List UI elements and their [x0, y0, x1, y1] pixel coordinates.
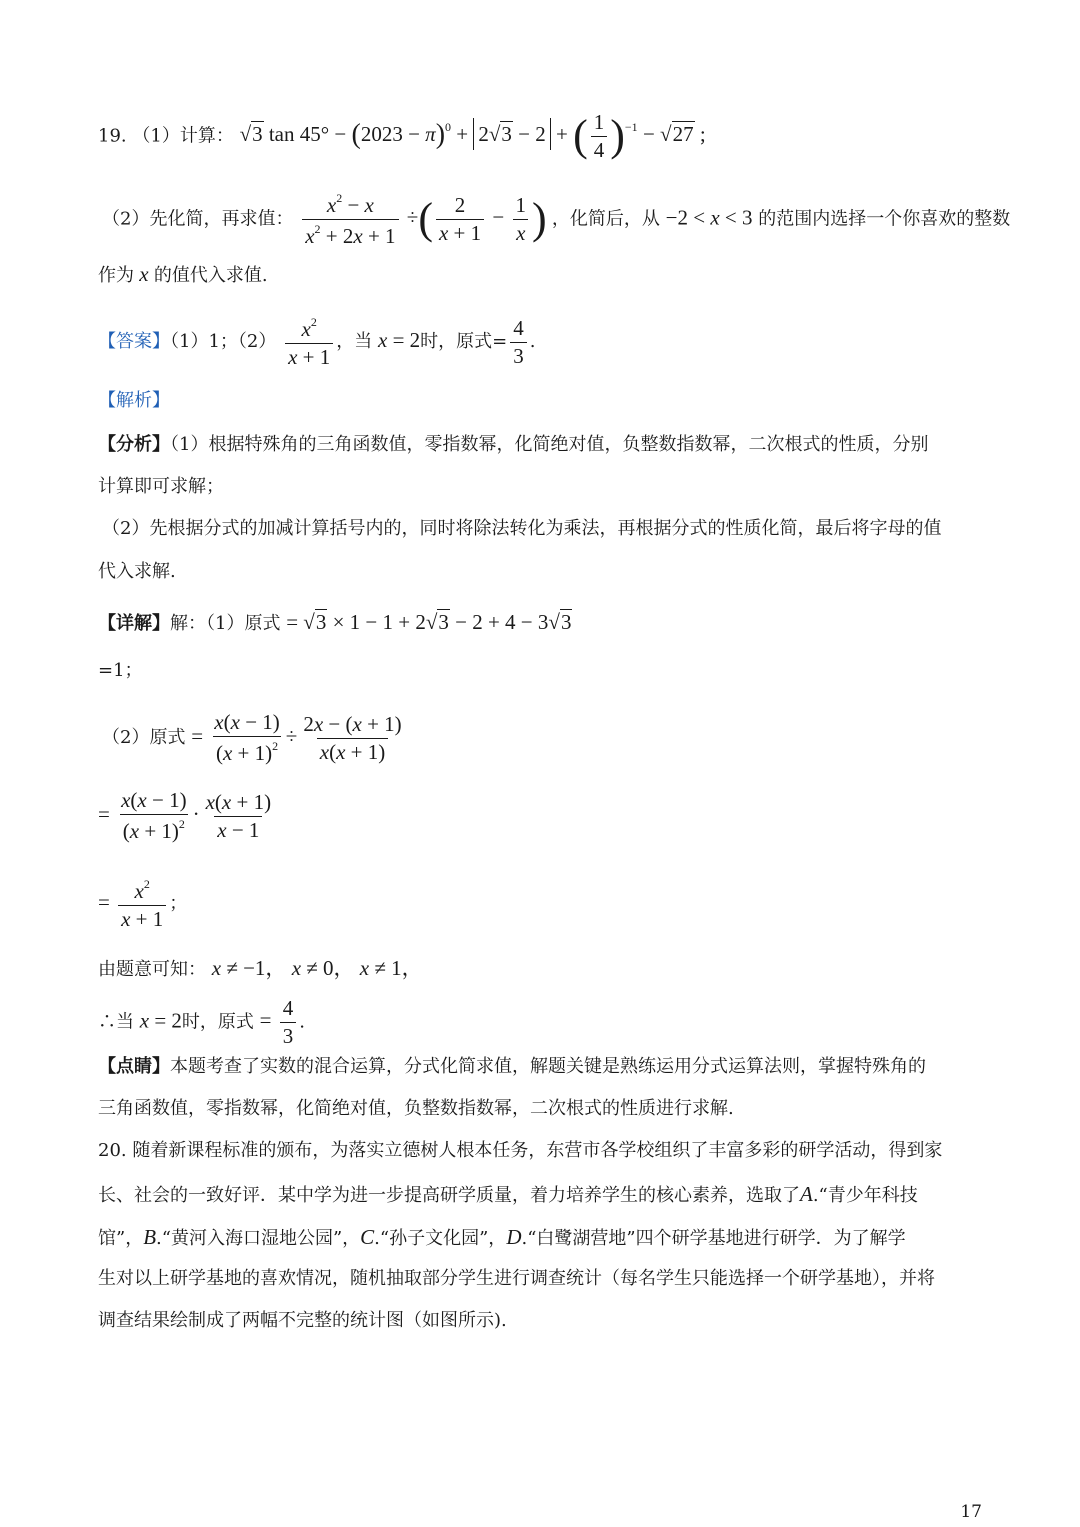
comment-line1: [98, 1058, 926, 1076]
answer-text2: ，当: [336, 331, 373, 352]
q20-line1: 20. 随着新课程标准的颁布，为落实立德树人根本任务，东营市各学校组织了丰富多彩的研学活动，得到家: [98, 1140, 943, 1161]
answer-text1: （1）1；（2）: [170, 331, 277, 352]
q19-part2-line2-tail: 的值代入求值.: [153, 265, 268, 286]
answer-period: .: [529, 331, 536, 352]
q19-part2-line2-text: 作为: [98, 265, 134, 286]
detail-line2: [102, 712, 408, 764]
q20-line2: [98, 1184, 918, 1205]
detail-eq1: =1；: [98, 660, 143, 681]
q20-option-a: A: [800, 1182, 813, 1206]
fenxi-tag: 【分析】: [98, 434, 170, 455]
detail-period: .: [299, 1011, 305, 1033]
q20-line2-text: 长、社会的一致好评．某中学为进一步提高研学质量，着力培养学生的核心素养，选取了: [98, 1185, 800, 1206]
answer-value: $\frac{4}{3}$: [510, 318, 527, 367]
q19-part2-line2: [98, 264, 268, 285]
var-x: x: [134, 262, 154, 286]
fenxi-line2: 计算即可求解；: [98, 476, 224, 497]
detail-condition-expr: x ≠ −1， x ≠ 0， x ≠ 1，: [211, 956, 423, 980]
q19-part2-expression: $\frac{x^2 - x}{x^2 + 2x + 1}$ ÷( $\frac{2}{x + 1}$ − $\frac{1}{x}$ ): [299, 205, 552, 229]
q20-option-c: C: [360, 1225, 375, 1249]
q20-option-b-text: .“黄河入海口湿地公园”，: [156, 1228, 361, 1249]
q20-line3: [98, 1227, 906, 1248]
q19-part1-label: （1）计算：: [132, 125, 234, 147]
detail-condition-text: 由题意可知：: [98, 959, 206, 980]
answer-tag: 【答案】: [98, 331, 170, 352]
fenxi-text1: （1）根据特殊角的三角函数值，零指数幂，化简绝对值，负整数指数幂，二次根式的性质，分别: [170, 434, 929, 455]
q20-option-b: B: [143, 1225, 157, 1249]
detail-therefore-text: ∴当: [98, 1011, 134, 1033]
answer-line: [98, 316, 536, 368]
q19-part1-expression: √3 $\tan 45^\circ - (2023 - \pi)^0 + 2√3 - 2$ + ( $\frac{1}{4}$ )$^{-1}$ − √27 ;: [239, 110, 706, 162]
q20-option-d: D: [506, 1225, 522, 1249]
fenxi-line4: 代入求解.: [98, 561, 176, 582]
q19-part2-label: （2）先化简，再求值：: [102, 208, 294, 230]
detail-therefore-x: x = 2: [139, 1008, 182, 1033]
answer-text3: 时，原式=: [420, 331, 508, 352]
detail-semi: ；: [169, 892, 188, 914]
q20-line2-tail: .“青少年科技: [812, 1185, 918, 1206]
q19-part1: [98, 112, 706, 161]
comment-line2: 三角函数值，零指数幂，化简绝对值，负整数指数幂，二次根式的性质进行求解.: [98, 1098, 734, 1119]
detail-expression2: = $\frac{x(x - 1)}{(x + 1)^2}$ ÷ $\frac{2x - (x + 1)}{x(x + 1)}$: [191, 710, 402, 765]
detail-therefore-mid: 时，原式: [181, 1011, 254, 1033]
detail-therefore-value: = $\frac{4}{3}$: [260, 1008, 300, 1032]
detail-expression1: = √3 × 1 − 1 + 2√3 − 2 + 4 − 3√3: [286, 610, 572, 634]
comment-text1: 本题考查了实数的混合运算，分式化简求值，解题关键是熟练运用分式运算法则，掌握特殊角的: [170, 1056, 926, 1077]
page-number: 17: [960, 1502, 982, 1522]
answer-x-eq: x = 2: [378, 328, 421, 352]
detail-expression3: = $\frac{x(x - 1)}{(x + 1)^2}$ · $\frac{x(x + 1)}{x - 1}$: [98, 788, 272, 843]
detail-therefore: [98, 998, 305, 1047]
q19-part2-tail: ，化简后，从: [551, 208, 660, 230]
detail-expression4: = $\frac{x^2}{x + 1}$: [98, 890, 169, 914]
answer-fraction: $\frac{x^2}{x + 1}$: [285, 316, 333, 368]
analysis-tag: 【解析】: [98, 390, 170, 411]
fenxi-line3: （2）先根据分式的加减计算括号内的，同时将除法转化为乘法，再根据分式的性质化简，最后将字母的值: [102, 518, 942, 539]
q19-number: 19.: [98, 125, 127, 147]
detail-line3: [98, 790, 277, 842]
fenxi-line1: [98, 436, 928, 454]
detail-line4: [98, 878, 187, 930]
q20-option-c-text: .“孙子文化园”，: [374, 1228, 507, 1249]
q20-line3-a: 馆”，: [98, 1228, 144, 1249]
detail-solve2: （2）原式: [102, 726, 186, 748]
q19-range: −2 < x < 3: [665, 205, 753, 230]
q20-line5: 调查结果绘制成了两幅不完整的统计图（如图所示).: [98, 1310, 507, 1331]
detail-line1: [98, 612, 572, 633]
q19-part2-range-tail: 的范围内选择一个你喜欢的整数: [758, 208, 1011, 230]
comment-tag: 【点睛】: [98, 1056, 170, 1077]
q20-option-d-text: .“白鹭湖营地”四个研学基地进行研学．为了解学: [521, 1228, 906, 1249]
q20-line4: 生对以上研学基地的喜欢情况，随机抽取部分学生进行调查统计（每名学生只能选择一个研学基地），并将: [98, 1268, 935, 1289]
q19-part2: [102, 192, 1010, 247]
detail-tag: 【详解】: [98, 613, 170, 634]
detail-condition: [98, 958, 423, 979]
detail-solve1: 解：（1）原式: [170, 613, 281, 634]
